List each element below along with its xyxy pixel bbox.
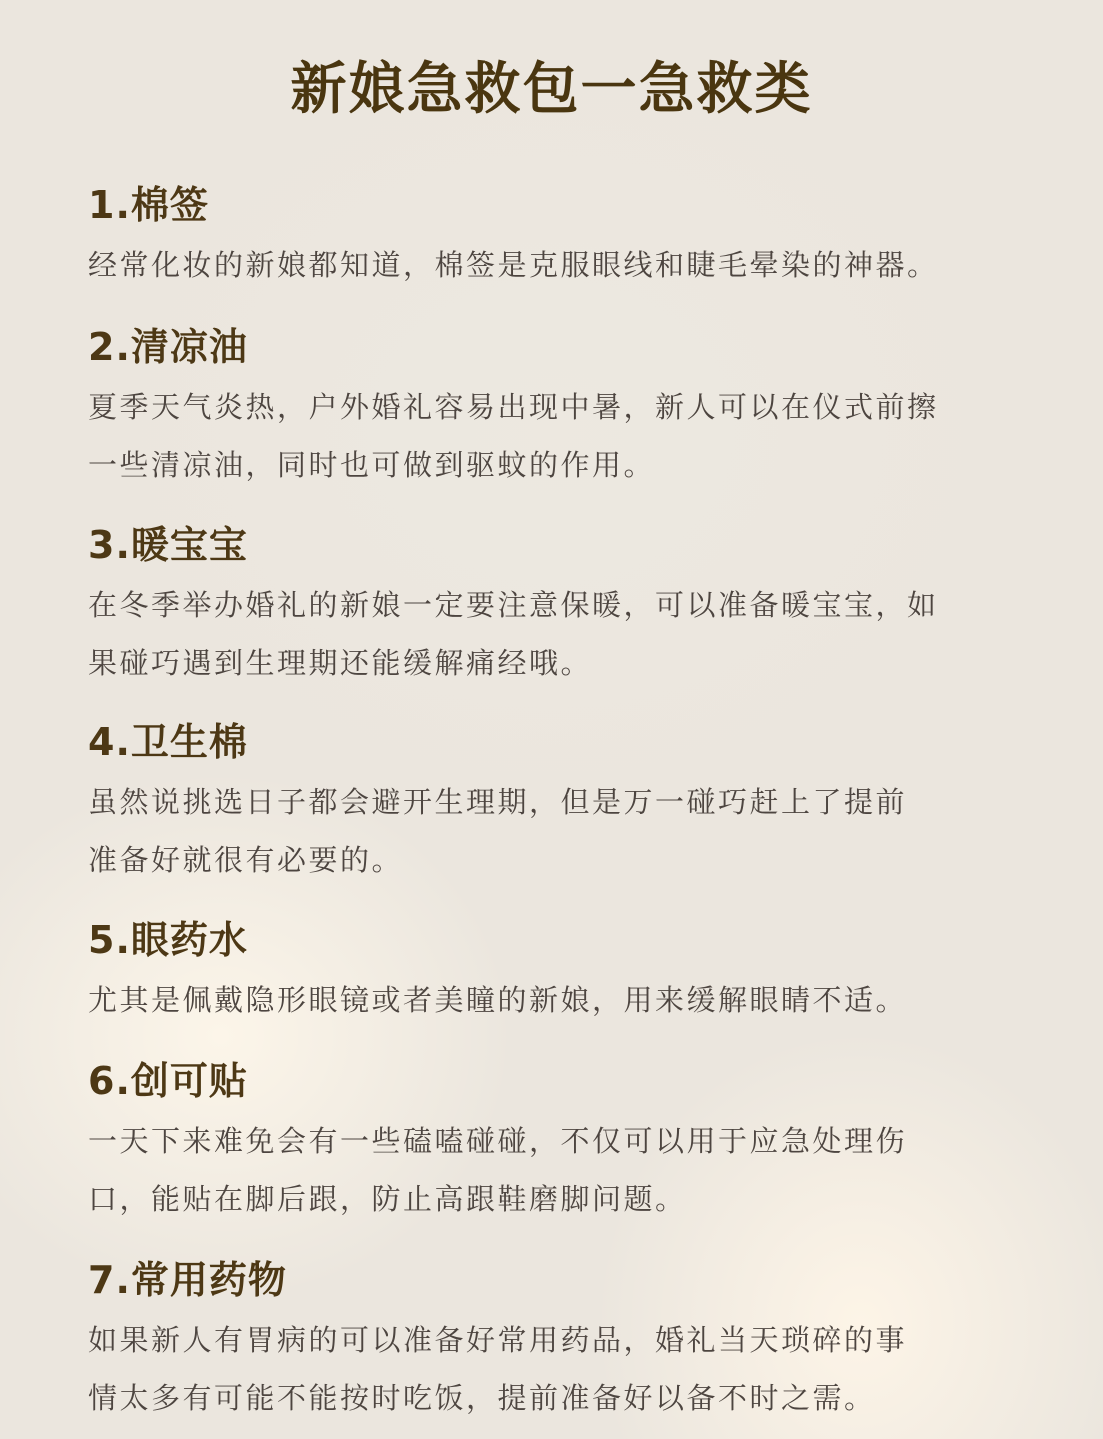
section-hand-warmer (88, 520, 1028, 692)
section-text-line: 夏季天气炎热，户外婚礼容易出现中暑，新人可以在仪式前擦 (88, 390, 939, 424)
section-cotton-swab (88, 180, 1028, 294)
section-heading: 1.棉签 (88, 183, 209, 227)
section-text-line: 尤其是佩戴隐形眼镜或者美瞳的新娘，用来缓解眼睛不适。 (88, 983, 908, 1017)
section-text-line: 在冬季举办婚礼的新娘一定要注意保暖，可以准备暖宝宝，如 (88, 588, 939, 622)
section-text-line: 经常化妆的新娘都知道，棉签是克服眼线和睫毛晕染的神器。 (88, 248, 939, 282)
section-heading: 6.创可贴 (88, 1059, 248, 1103)
section-text-line: 如果新人有胃病的可以准备好常用药品，婚礼当天琐碎的事 (88, 1323, 908, 1357)
section-heading: 4.卫生棉 (88, 720, 248, 764)
section-text-line: 一些清凉油，同时也可做到驱蚊的作用。 (88, 448, 656, 482)
section-text-line: 果碰巧遇到生理期还能缓解痛经哦。 (88, 646, 593, 680)
section-text-line: 一天下来难免会有一些磕嗑碰碰，不仅可以用于应急处理伤 (88, 1124, 908, 1158)
section-sanitary-pad (88, 717, 1028, 889)
section-text-line: 口，能贴在脚后跟，防止高跟鞋磨脚问题。 (88, 1182, 687, 1216)
section-heading: 7.常用药物 (88, 1258, 287, 1302)
section-heading: 3.暖宝宝 (88, 523, 248, 567)
section-text-line: 情太多有可能不能按时吃饭，提前准备好以备不时之需。 (88, 1381, 876, 1415)
section-text-line: 准备好就很有必要的。 (88, 843, 404, 877)
section-heading: 2.清凉油 (88, 325, 248, 369)
section-heading: 5.眼药水 (88, 918, 248, 962)
page-title: 新娘急救包一急救类 (290, 57, 813, 122)
section-text-line: 虽然说挑选日子都会避开生理期，但是万一碰巧赶上了提前 (88, 785, 908, 819)
section-band-aid (88, 1056, 1028, 1228)
section-eye-drops (88, 915, 1028, 1029)
section-cooling-oil (88, 322, 1028, 494)
section-common-medicine (88, 1255, 1028, 1427)
